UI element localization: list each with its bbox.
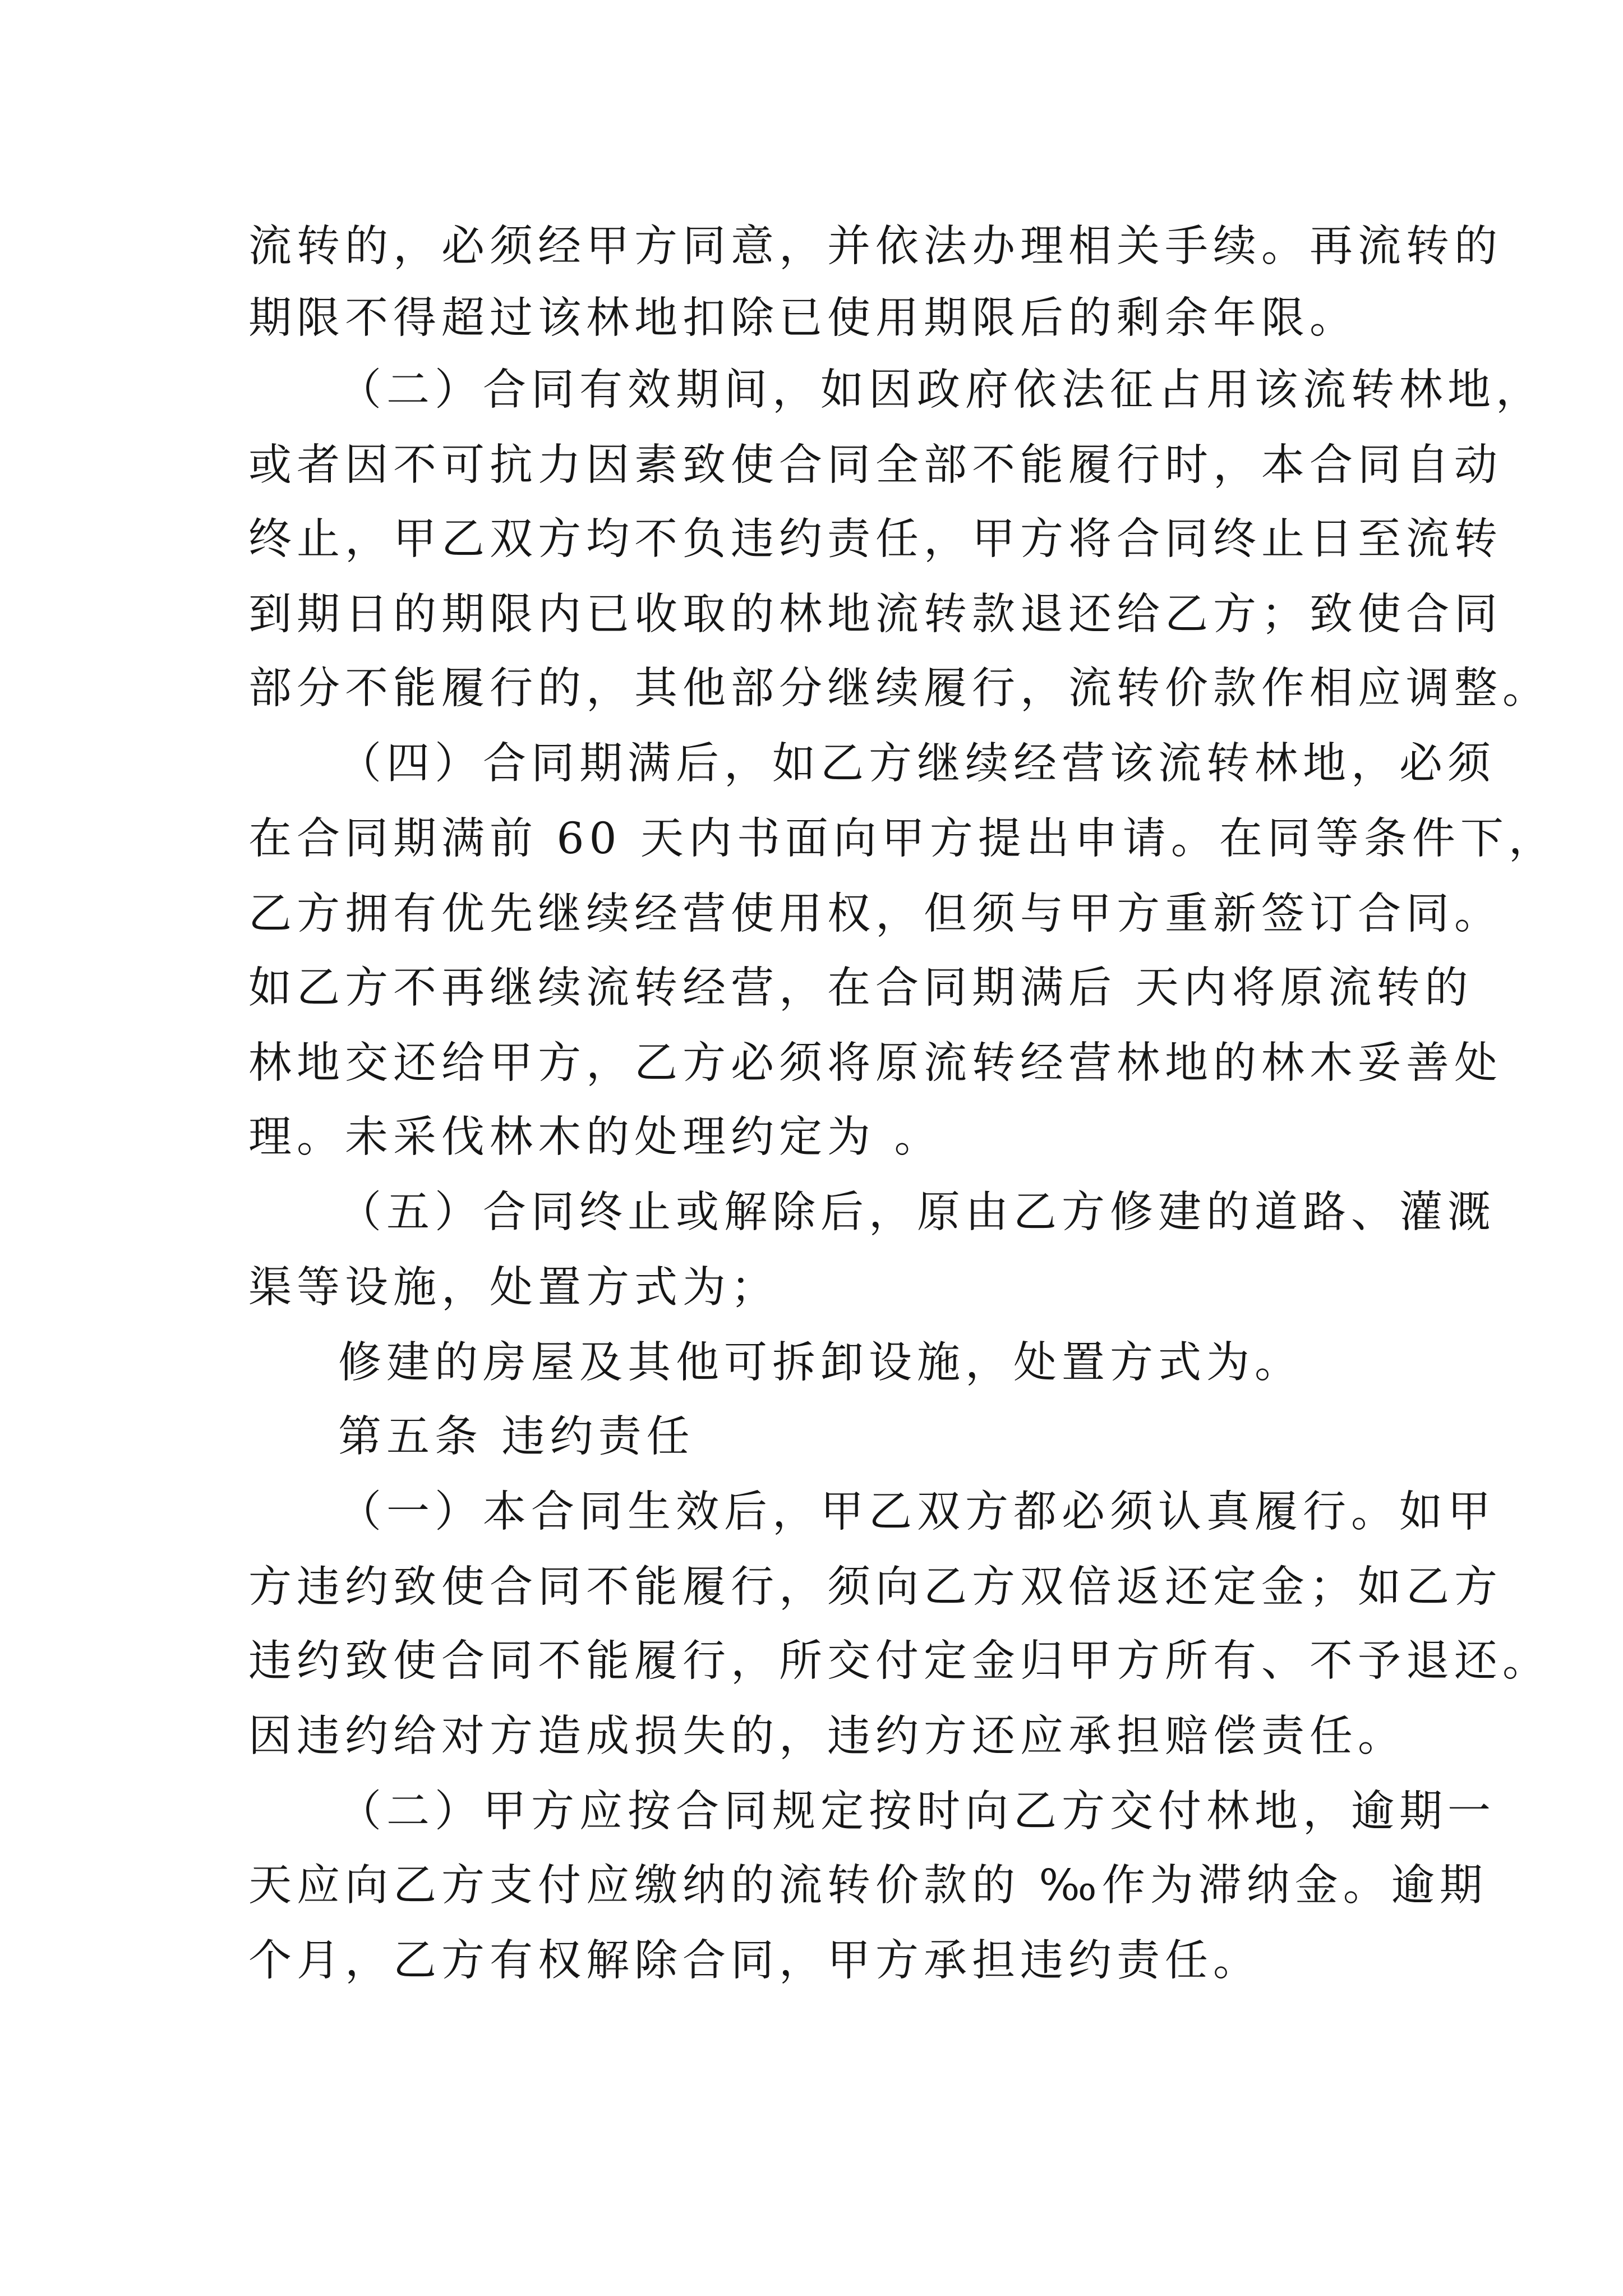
text-line: 终止，甲乙双方均不负违约责任，甲方将合同终止日至流转 bbox=[248, 514, 1502, 564]
text-line: 渠等设施，处置方式为； bbox=[248, 1263, 779, 1313]
section-heading: 第五条 违约责任 bbox=[338, 1412, 695, 1462]
text-line: 部分不能履行的，其他部分继续履行，流转价款作相应调整。 bbox=[248, 664, 1551, 714]
text-line: 违约致使合同不能履行，所交付定金归甲方所有、不予退还。 bbox=[248, 1636, 1551, 1686]
text-line: （五）合同终止或解除后，原由乙方修建的道路、灌溉 bbox=[338, 1188, 1496, 1237]
text-line: 天应向乙方支付应缴纳的流转价款的 ‰作为滞纳金。逾期 bbox=[248, 1861, 1488, 1911]
text-line: 期限不得超过该林地扣除已使用期限后的剩余年限。 bbox=[248, 293, 1358, 343]
text-line: 乙方拥有优先继续经营使用权，但须与甲方重新签订合同。 bbox=[248, 889, 1502, 939]
text-line: 如乙方不再继续流转经营，在合同期满后 天内将原流转的 bbox=[248, 963, 1473, 1013]
text-line: （二）甲方应按合同规定按时向乙方交付林地，逾期一 bbox=[338, 1787, 1496, 1837]
text-line: （四）合同期满后，如乙方继续经营该流转林地，必须 bbox=[338, 739, 1496, 789]
text-line: 理。未采伐林木的处理约定为 。 bbox=[248, 1112, 943, 1162]
text-line: 流转的，必须经甲方同意，并依法办理相关手续。再流转的 bbox=[248, 222, 1502, 272]
text-line: 林地交还给甲方，乙方必须将原流转经营林地的林木妥善处 bbox=[248, 1038, 1502, 1088]
text-line: 或者因不可抗力因素致使合同全部不能履行时，本合同自动 bbox=[248, 440, 1502, 490]
text-line: （一）本合同生效后，甲乙双方都必须认真履行。如甲 bbox=[338, 1487, 1496, 1537]
text-line: 因违约给对方造成损失的，违约方还应承担赔偿责任。 bbox=[248, 1711, 1406, 1761]
text-line: （二）合同有效期间，如因政府依法征占用该流转林地， bbox=[338, 365, 1544, 415]
text-line: 到期日的期限内已收取的林地流转款退还给乙方；致使合同 bbox=[248, 590, 1502, 639]
text-line: 方违约致使合同不能履行，须向乙方双倍返还定金；如乙方 bbox=[248, 1562, 1502, 1612]
text-line: 修建的房屋及其他可拆卸设施，处置方式为。 bbox=[338, 1338, 1303, 1388]
text-line: 个月，乙方有权解除合同，甲方承担违约责任。 bbox=[248, 1936, 1261, 1986]
text-line: 在合同期满前 60 天内书面向甲方提出申请。在同等条件下， bbox=[248, 814, 1557, 864]
